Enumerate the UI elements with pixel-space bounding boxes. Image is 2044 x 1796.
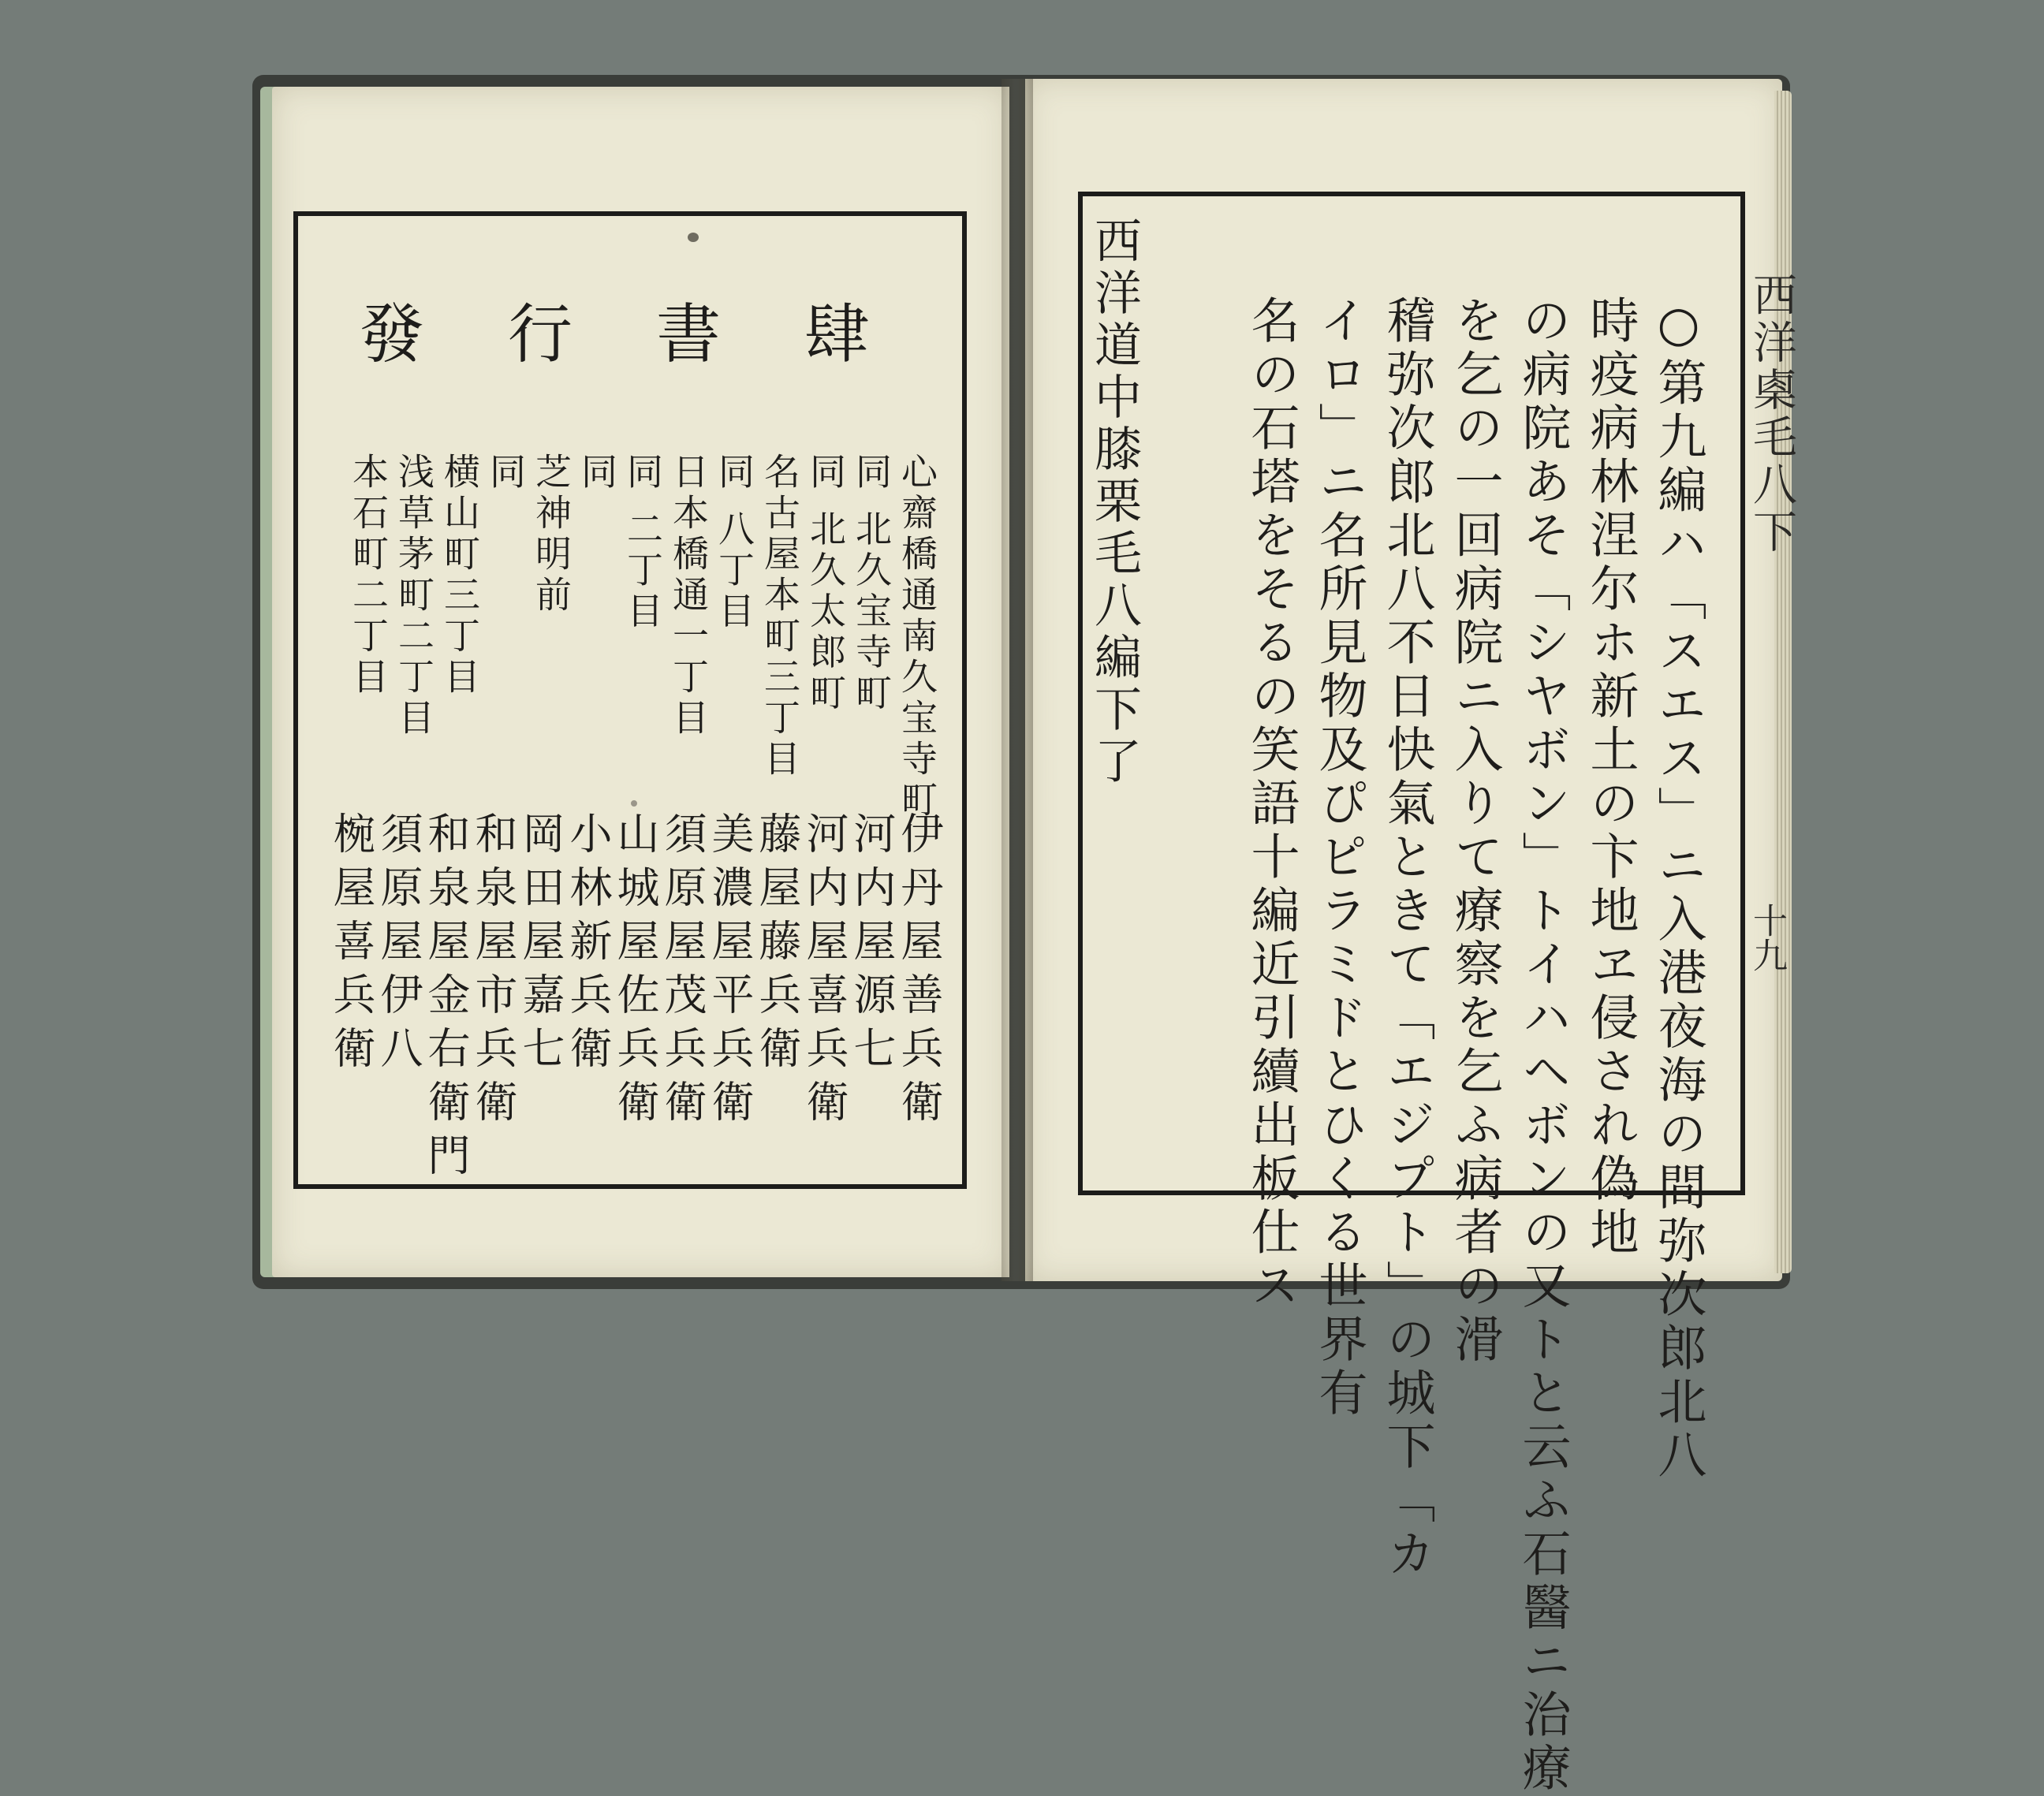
address-column: 同 北久宝寺町 xyxy=(850,453,893,715)
address-column: 同 八丁目 xyxy=(713,453,755,633)
address-column: 芝神明前 xyxy=(530,453,573,617)
publishers-frame xyxy=(293,211,967,1189)
address-column: 同 北久太郎町 xyxy=(804,453,847,715)
running-head: 西洋㮚毛八下 xyxy=(1746,272,1797,556)
heading-char: 發 行 書 肆 xyxy=(359,297,901,372)
text-column: 時疫病林涅尔ホ新土の卞地ヱ侵され偽地 xyxy=(1582,295,1639,1260)
shop-column: 河内屋源七 xyxy=(847,811,897,1079)
address-column: 名古屋本町三丁目 xyxy=(759,453,801,781)
shop-column: 椀屋喜兵衛 xyxy=(326,811,376,1079)
shop-column: 河内屋喜兵衛 xyxy=(800,811,849,1133)
text-column: イロ」ニ名所見物及ぴピラミドとひくる世界有 xyxy=(1311,295,1368,1421)
page-edges xyxy=(1774,91,1792,1273)
paper-speck xyxy=(688,233,699,242)
address-column: 横山町三丁目 xyxy=(438,453,481,699)
address-column: 同 xyxy=(576,453,618,494)
shop-column: 和泉屋市兵衛 xyxy=(468,811,518,1133)
text-column: の病院あそ「シヤボン」トイハヘボンの又トと云ふ石醫ニ治療 xyxy=(1514,295,1572,1796)
text-column: 稽弥次郎北八不日快氣ときて「エジプト」の城下「カ xyxy=(1378,295,1436,1582)
gutter xyxy=(1001,79,1033,1281)
paper-speck xyxy=(631,800,637,807)
text-column: ○第九編ハ「スエス」ニ入港夜海の間弥次郎北八 xyxy=(1650,295,1707,1483)
text-frame xyxy=(1078,192,1745,1796)
side-title: 西洋道中膝栗毛八編下了 xyxy=(1087,216,1142,788)
address-column: 同 xyxy=(484,453,527,494)
shop-column: 美濃屋平兵衛 xyxy=(705,811,755,1133)
shop-column: 須原屋茂兵衛 xyxy=(658,811,707,1133)
text-column: を乞の一回病院ニ入りて療察を乞ふ病者の滑 xyxy=(1446,295,1504,1367)
shop-column: 岡田屋嘉七 xyxy=(516,811,565,1079)
folio: 十九 xyxy=(1747,903,1787,972)
shop-column: 小林新兵衛 xyxy=(563,811,613,1079)
shop-column: 伊丹屋善兵衛 xyxy=(894,811,944,1133)
address-column: 日本橋通一丁目 xyxy=(667,453,710,740)
publishers-heading xyxy=(298,283,962,375)
shop-column: 山城屋佐兵衛 xyxy=(610,811,660,1133)
address-column: 浅草茅町二丁目 xyxy=(393,453,435,740)
address-column: 同 二丁目 xyxy=(621,453,664,633)
address-column: 本石町二丁目 xyxy=(347,453,390,699)
shop-column: 須原屋伊八 xyxy=(374,811,423,1079)
shop-column: 和泉屋金右衛門 xyxy=(421,811,471,1187)
address-column: 心齋橋通南久宝寺町 xyxy=(896,453,938,822)
shop-column: 藤屋藤兵衛 xyxy=(752,811,802,1079)
text-column: 名の石塔をそるの笑語十編近引續出板仕ス xyxy=(1243,295,1300,1313)
